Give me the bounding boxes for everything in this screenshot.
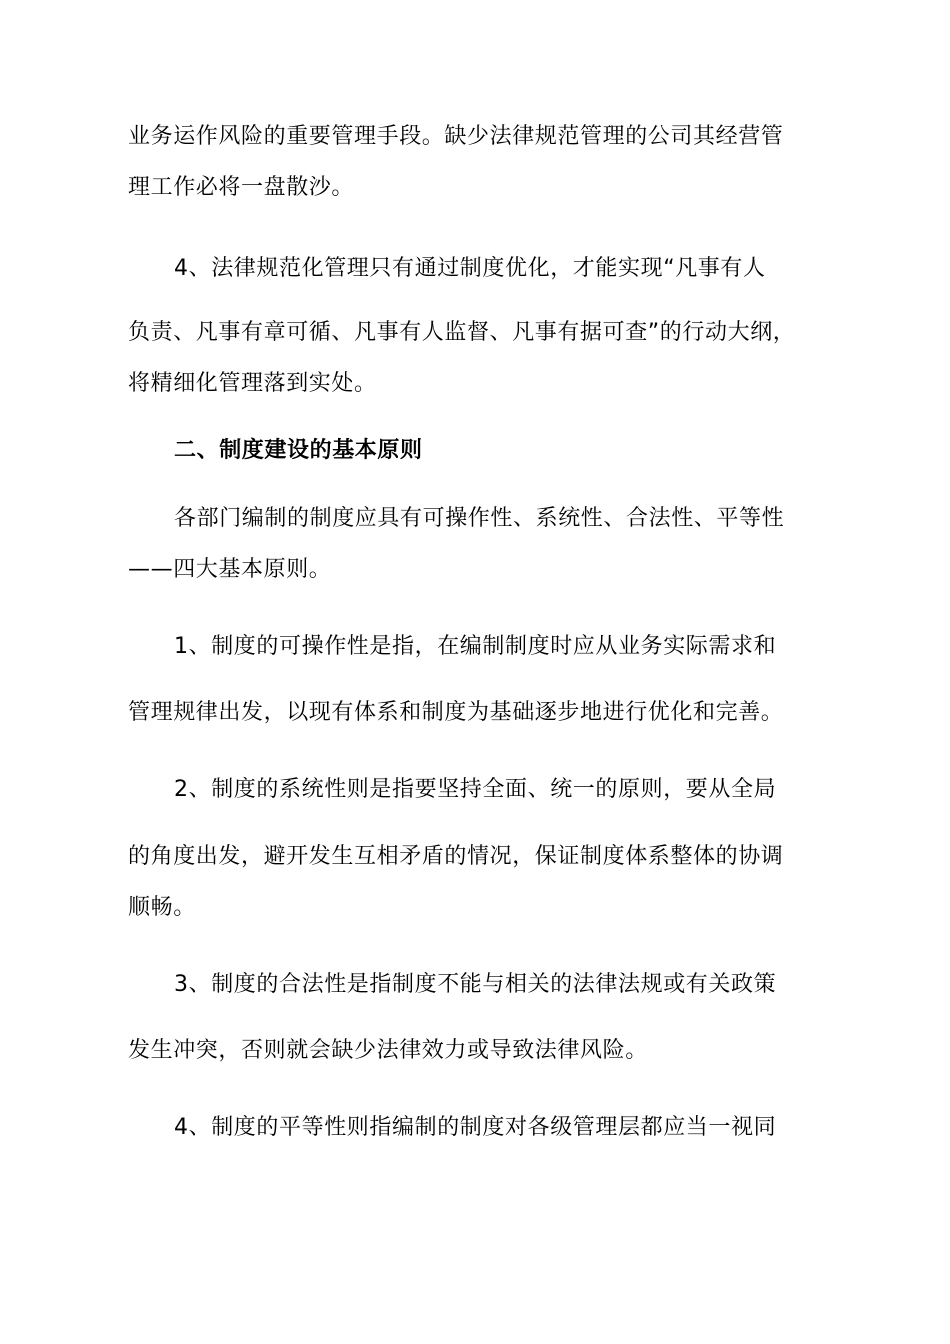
text-line: 将精细化管理落到实处。 — [128, 371, 377, 396]
text-line: ——四大基本原则。 — [128, 557, 332, 582]
section-heading: 二、制度建设的基本原则 — [174, 438, 423, 463]
text-line: 理工作必将一盘散沙。 — [128, 175, 355, 200]
text-line: 管理规律出发，以现有体系和制度为基础逐步地进行优化和完善。 — [128, 700, 784, 725]
text-line: 负责、凡事有章可循、凡事有人监督、凡事有据可查”的行动大纲， — [128, 320, 796, 345]
text-line: 3、制度的合法性是指制度不能与相关的法律法规或有关政策 — [174, 972, 777, 997]
text-line: 4、制度的平等性则指编制的制度对各级管理层都应当一视同 — [174, 1115, 777, 1140]
text-line: 发生冲突，否则就会缺少法律效力或导致法律风险。 — [128, 1038, 648, 1063]
text-line: 的角度出发，避开发生互相矛盾的情况，保证制度体系整体的协调 — [128, 844, 784, 869]
text-line: 4、法律规范化管理只有通过制度优化，才能实现“凡事有人 — [174, 256, 766, 281]
text-line: 2、制度的系统性则是指要坚持全面、统一的原则，要从全局 — [174, 777, 777, 802]
text-line: 业务运作风险的重要管理手段。缺少法律规范管理的公司其经营管 — [128, 124, 784, 149]
text-line: 各部门编制的制度应具有可操作性、系统性、合法性、平等性 — [174, 506, 785, 531]
text-line: 1、制度的可操作性是指，在编制制度时应从业务实际需求和 — [174, 634, 777, 659]
text-line: 顺畅。 — [128, 895, 196, 920]
